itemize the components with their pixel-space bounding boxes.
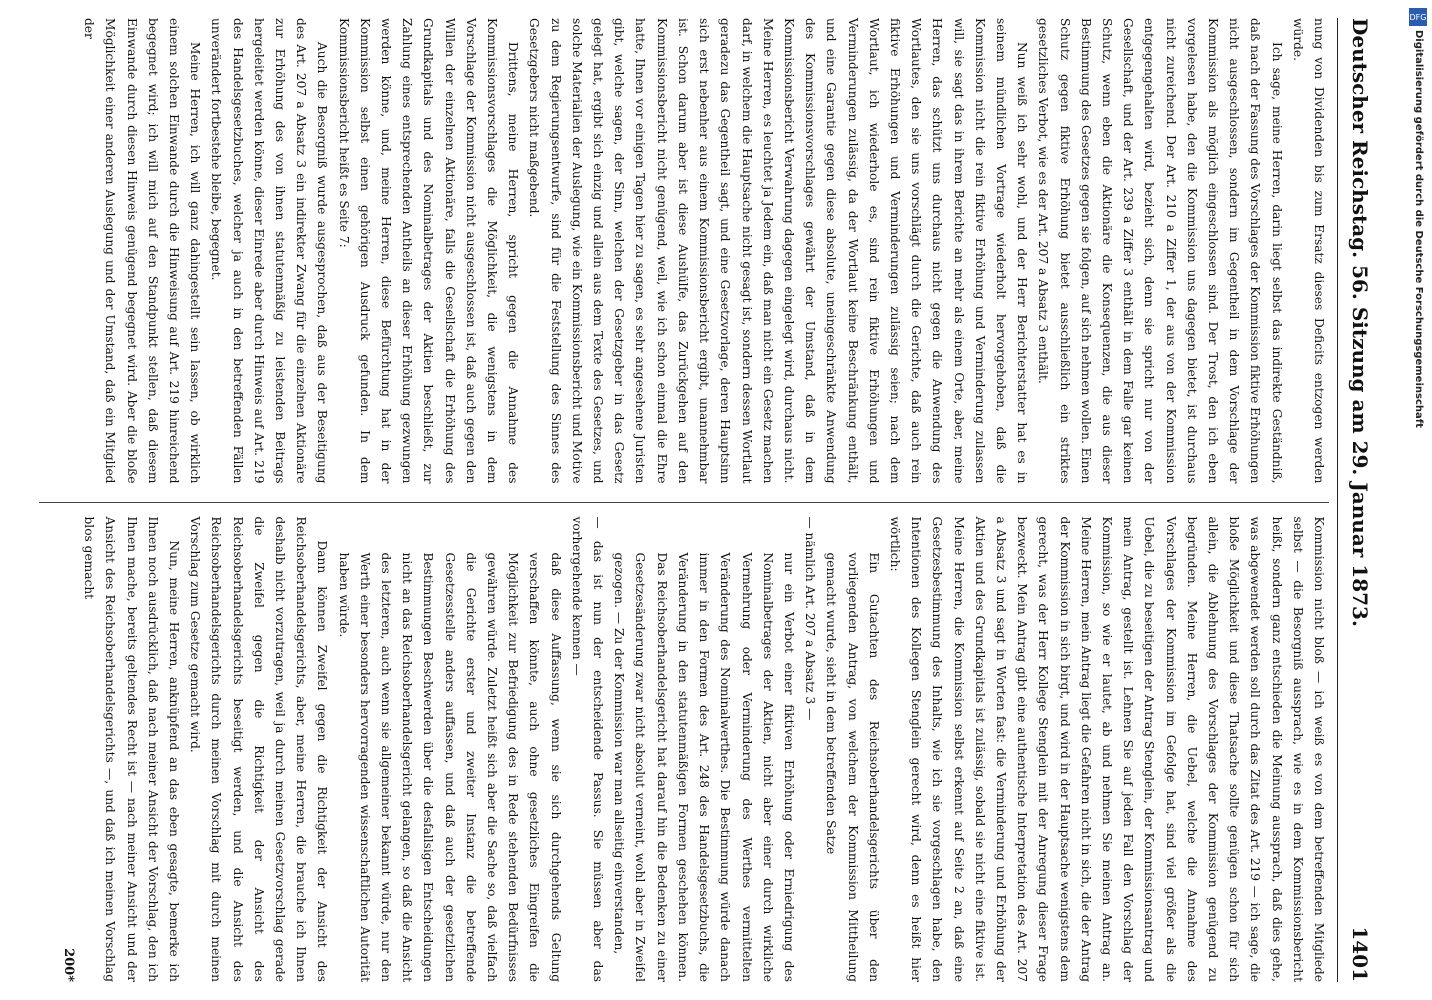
paragraph: Meine Herren, ich will ganz dahingestellt sein lassen, ob wirklich einem solchen Einwande durch die Hinweisung auf Art. 219 hinreichend begegnet wird; ich will mich auf den Standpunkt stellen, daß diesem Einwande durch diesen Hinweis genügend begegnet wird. Aber die bloße Möglichkeit einer anderen Auslegung und der Umstand, daß ein Mitglied der — [82, 18, 203, 484]
paragraph: Ich sage, meine Herren, darin liegt selbst das indirekte Geständniß, daß nach der Fassung des Vorschlages der Kommission fiktive Erhöhungen nicht ausgeschlossen, sondern im Gegentheil in dem Vorschlage der Kommission als möglich eingeschlossen sind. Der Trost, den ich eben vorgelesen habe, den die Kommission uns dagegen bietet, ist durchaus nicht zureichend. Der Art. 210 a Ziffer 1, der aus von der Kommission entgegengehalten wird, bezieht sich, denn sie spricht nur von der Gesellschaft, und der Art. 239 a Ziffer 3 enthält in dem Falle gar keinen Schutz, wenn eben die Aktionäre die Konsequenzen, die aus dieser Bestimmung des Gesetzes gegen sie folgen, auf sich nehmen wollen. Einen Schutz gegen fiktive Erhöhung bietet ausschließlich ein striktes gesetzliches Verbot, wie es der Art. 207 a Absatz 3 enthält. — [1036, 18, 1284, 484]
quoted-paragraph: Ein Gutachten des Reichsoberhandelsgerichts über den vorliegenden Antrag, von welchem der Kommission Mittheilung gemacht wurde, sieht in dem betreffenden Satze — [824, 552, 881, 982]
page-number: 1401 — [1348, 926, 1372, 982]
paragraph: Kommission nicht bloß — ich weiß es von dem betreffenden Mitgliede selbst — die Besorgniß aussprach, wie es in dem Kommissionsbericht heißt, sondern ganz entschieden die Meinung aussprach, daß dies gehe, was abgewendet werden soll durch das Zitat des Art. 219 — ich sage, die bloße Möglichkeit und diese Thatsache sollte genügen schon für sich allein, die Ablehnung des Vorschlages der Kommission genügend zu begründen. Meine Herren, die Uebel, welche die Annahme des Vorschlages der Kommission im Gefolge hat, sind viel größer als die Uebel, die zu beseitigen der Antrag Stenglein, der Kommissionsantrag und mein Antrag, gestellt ist. Lehnen Sie auf jeden Fall den Vorschlag der Kommission, so wie er lautet, ab und nehmen Sie meinen Antrag an. Meine Herren, mein Antrag liegt die Gefahren nicht in sich, die der Antrag der Kommission in sich birgt, und wird in der Hauptsache wenigstens dem gerecht, was der Herr Kollege Stenglein mit der Anregung dieser Frage bezweckt. Mein Antrag gibt eine authentische Interpretation des Art. 207 a Absatz 3 und sagt in Worten fast: die Verminderung und Erhöhung der Aktien und des Grundkapitals ist zulässig, sobald sie nicht eine fiktive ist. Meine Herren, die Kommission selbst erkennt auf Seite 2 an, daß eine Gesetzesbestimmung des Inhalts, wie ich sie vorgeschlagen habe, den Intentionen des Kollegen Stenglein gerecht wird, denn es heißt hier wörtlich: — [887, 516, 1326, 982]
left-column — [39, 18, 1329, 484]
signature-mark: 200* — [61, 948, 77, 982]
header-title: Deutscher Reichstag. 56. Sitzung am 29. Januar 1873. — [1348, 18, 1372, 627]
paragraph: Drittens, meine Herren, spricht gegen die Annahme des Kommissionsvorschlages die Möglichkeit, die wenigstens in dem Vorschlage der Kommission nicht ausgeschlossen ist, daß auch gegen den Willen der einzelnen Aktionäre, falls die Gesellschaft die Erhöhung des Grundkapitals und des Nominalbetrages der Aktien beschließt, zur Zahlung eines entsprechenden Antheils an dieser Erhöhung gezwungen werden könne, und, meine Herren, diese Befürchtung hat in der Kommission selbst einen gehörigen Ausdruck gefunden. In dem Kommissionsbericht heißt es Seite 7: — [336, 18, 521, 484]
quoted-paragraph: daß diese Auffassung, wenn sie sich durchgehends Geltung verschaffen könnte, auch ohne gesetzliches Eingreifen die Möglichkeit zur Befriedigung des in Rede stehenden Bedürfnisses gewähren würde. Zuletzt heißt sich aber die Sache so, daß vielfach die Gerichte erster und zweiter Instanz die betreffende Gesetzesstelle anders auffassen, und daß auch der gesetzlichen Bestimmungen Beschwerden über die desfallsigen Entscheidungen nicht an das Reichsoberhandelsgericht gelangen, so daß die Ansicht des letzteren, auch wenn sie allgemeiner bekannt würde, nur den Werth einer besonders hervorragenden wissenschaftlichen Autorität haben würde. — [336, 552, 563, 982]
digitization-credit — [1404, 0, 1432, 1000]
paragraph: Dann können Zweifel gegen die Richtigkeit der Ansicht des Reichsoberhandelsgerichts, aber, meine Herren, die brauche ich Ihnen deshalb nicht vorzutragen, weil ja durch meinen Gesetzvorschlag gerade die Zweifel gegen die Richtigkeit der Ansicht des Reichsoberhandelsgerichts beseitigt werden, und die Ansicht des Reichsoberhandelsgerichts durch meinen Vorschlag mit durch meinen Vorschlag zum Gesetze gemacht wird. — [188, 516, 330, 982]
dfg-logo: DFG — [1409, 8, 1427, 26]
text-columns — [39, 18, 1329, 982]
paragraph: Auch die Besorgniß wurde ausgesprochen, daß aus der Beseitigung des Art. 207 a Absatz 3 ein indirekter Zwang für die einzelnen Aktionäre zur Erhöhung des von ihnen statutenmäßig zu leistenden Beitrags hergeleitet werden könne, dieser Einrede aber durch Hinweis auf Art. 219 des Handelsgesetzbuches, welcher ja auch in den betreffenden Fällen unverändert fortbestehe bleibe, begegnet. — [209, 18, 330, 484]
page-header — [1337, 18, 1372, 982]
paragraph: nung von Dividenden bis zum Ersatz dieses Deficits entzogen werden würde. — [1290, 18, 1326, 484]
paragraph: Nun, meine Herren, anknüpfend an das eben gesagte, bemerke ich Ihnen noch ausdrücklich, daß nach meiner Ansicht der Vorschlag, den ich Ihnen mache, bereits geltendes Recht ist — nach meiner Ansicht und der Ansicht des Reichsoberhandelsgerichts —, und daß ich meinen Vorschlag blos gemacht — [82, 516, 182, 982]
paragraph: Nun weiß ich sehr wohl, und der Herr Berichterstatter hat es in seinem mündlichen Vortrage wiederholt hervorgehoben, daß die Kommission nicht die rein fiktive Erhöhung und Verminderung zulassen will, sie sagt das in ihrem Berichte an mehr als einem Orte, aber, meine Herren, das schützt uns durchaus nicht gegen die Anwendung des Wortlautes, den sie uns vorschlägt durch die Gerichte, daß auch rein fiktive Erhöhungen und Verminderungen zulässig seien; nach dem Wortlaut, ich wiederhole es, sind rein fiktive Erhöhungen und Verminderungen zulässig, da der Wortlaut keine Beschränkung enthält, und eine Garantie gegen diese absolute, uneingeschränkte Anwendung des Kommissionsvorschlages gewährt der Umstand, daß in dem Kommissionsbericht Verwahrung dagegen eingelegt wird, durchaus nicht. Meine Herren, es leuchtet ja Jedem ein, daß man nicht ein Gesetz machen darf, in welchem die Hauptsache nicht gesagt ist, sondern dessen Wortlaut geradezu das Gegentheil sagt, und eine Gesetzvorlage, deren Hauptsinn sich erst nebenher aus einem Kommissionsbericht ergibt, unannehmbar ist. Schon darum aber ist diese Aushülfe, das Zurückgehen auf den Kommissionsbericht nicht genügend, weil, wie ich schon einmal die Ehre hatte, Ihnen vor einigen Tagen hier zu sagen, es sehr angesehene Juristen gibt, welche sagen, der Sinn, welchen der Gesetzgeber in das Gesetz gelegt hat, ergibt sich einzig und allein aus dem Texte des Gesetzes, und solche Materialien der Auslegung, wie ein Kommissionsbericht und Motive zu dem Regierungsentwurfe, sind für die Feststellung des Sinnes des Gesetzgebers nicht maßgebend. — [527, 18, 1030, 484]
quoted-paragraph: nur ein Verbot einer fiktiven Erhöhung oder Erniedrigung des Nominalbetrages der Aktien, nicht aber einer durch wirkliche Vermehrung oder Verminderung des Werthes vermittelten Veränderung des Nominalwerthes. Die Bestimmung würde danach immer in den Formen des Art. 248 des Handelsgesetzbuchs, die Veränderung in den statutenmäßigen Formen geschehen können. Das Reichsoberhandelsgericht hat darauf hin die Bedenken zu einer Gesetzesänderung zwar nicht absolut verneint, wohl aber in Zweifel gezogen. — Zu der Kommission war man allseitig einverstanden, — [612, 552, 796, 982]
interjection: — das ist nun der entscheidende Passus. Sie müssen aber das vorhergehende kennen — — [569, 516, 606, 982]
credit-text: Digitalisierung gefördert durch die Deutsche Forschungsgemeinschaft — [1413, 30, 1424, 428]
right-column — [39, 502, 1329, 983]
interjection: — nämlich Art. 207 a Absatz 3 — — [803, 516, 818, 721]
